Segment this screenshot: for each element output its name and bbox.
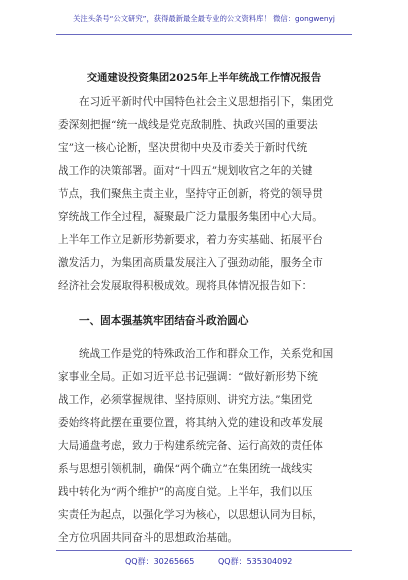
paragraph-line: 经济社会发展取得积极成效。现将具体情况报告如下： xyxy=(58,280,313,292)
paragraph-line: 节点，我们聚焦主责主业，坚持守正创新，将党的领导贯 xyxy=(58,188,323,200)
section-heading: 一、固本强基筑牢团结奋斗政治圆心 xyxy=(79,315,249,327)
paragraph-line: 大局通盘考虑，致力于构建系统完备、运行高效的责任体 xyxy=(58,440,323,452)
footer-qq-left: QQ群：30265665 xyxy=(125,557,195,566)
paragraph-line: 穿统战工作全过程，凝聚最广泛力量服务集团中心大局。 xyxy=(58,211,323,223)
footer-qq-right: QQ群：535304092 xyxy=(218,557,293,566)
paragraph-line: 家事业全局。正如习近平总书记强调：“做好新形势下统 xyxy=(58,371,318,383)
paragraph-line: 全方位巩固共同奋斗的思想政治基础。 xyxy=(58,532,239,544)
paragraph-line: 在习近平新时代中国特色社会主义思想指引下，集团党 xyxy=(79,96,334,108)
paragraph-line: 战工作的决策部署。面对“十四五”规划收官之年的关键 xyxy=(58,165,313,177)
footer-divider xyxy=(56,550,352,551)
paragraph-line: 统战工作是党的特殊政治工作和群众工作，关系党和国 xyxy=(79,348,334,360)
paragraph-line: 战工作，必须掌握规律、坚持原则、讲究方法。”集团党 xyxy=(58,394,313,406)
document-title: 交通建设投资集团2025年上半年统战工作情况报告 xyxy=(86,72,322,84)
paragraph-line: 系与思想引领机制，确保“两个确立”在集团统一战线实 xyxy=(58,463,313,475)
paragraph-line: 上半年工作立足新形势新要求，着力夯实基础、拓展平台 xyxy=(58,234,323,246)
header-banner: 关注头条号“公文研究”，获得最新最全最专业的公文资料库！ 微信：gongwenyj xyxy=(73,14,335,23)
paragraph-line: 委深刻把握“统一战线是党克敌制胜、执政兴国的重要法 xyxy=(58,119,318,131)
paragraph-line: 践中转化为“两个维护”的高度自觉。上半年，我们以压 xyxy=(58,486,313,498)
paragraph-line: 激发活力，为集团高质量发展注入了强劲动能，服务全市 xyxy=(58,257,323,269)
paragraph-line: 实责任为起点，以强化学习为核心，以思想认同为目标， xyxy=(58,509,323,521)
header-divider xyxy=(56,34,352,35)
paragraph-line: 委始终将此摆在重要位置，将其纳入党的建设和改革发展 xyxy=(58,417,323,429)
paragraph-line: 宝”这一核心论断，坚决贯彻中央及市委关于新时代统 xyxy=(58,142,308,154)
